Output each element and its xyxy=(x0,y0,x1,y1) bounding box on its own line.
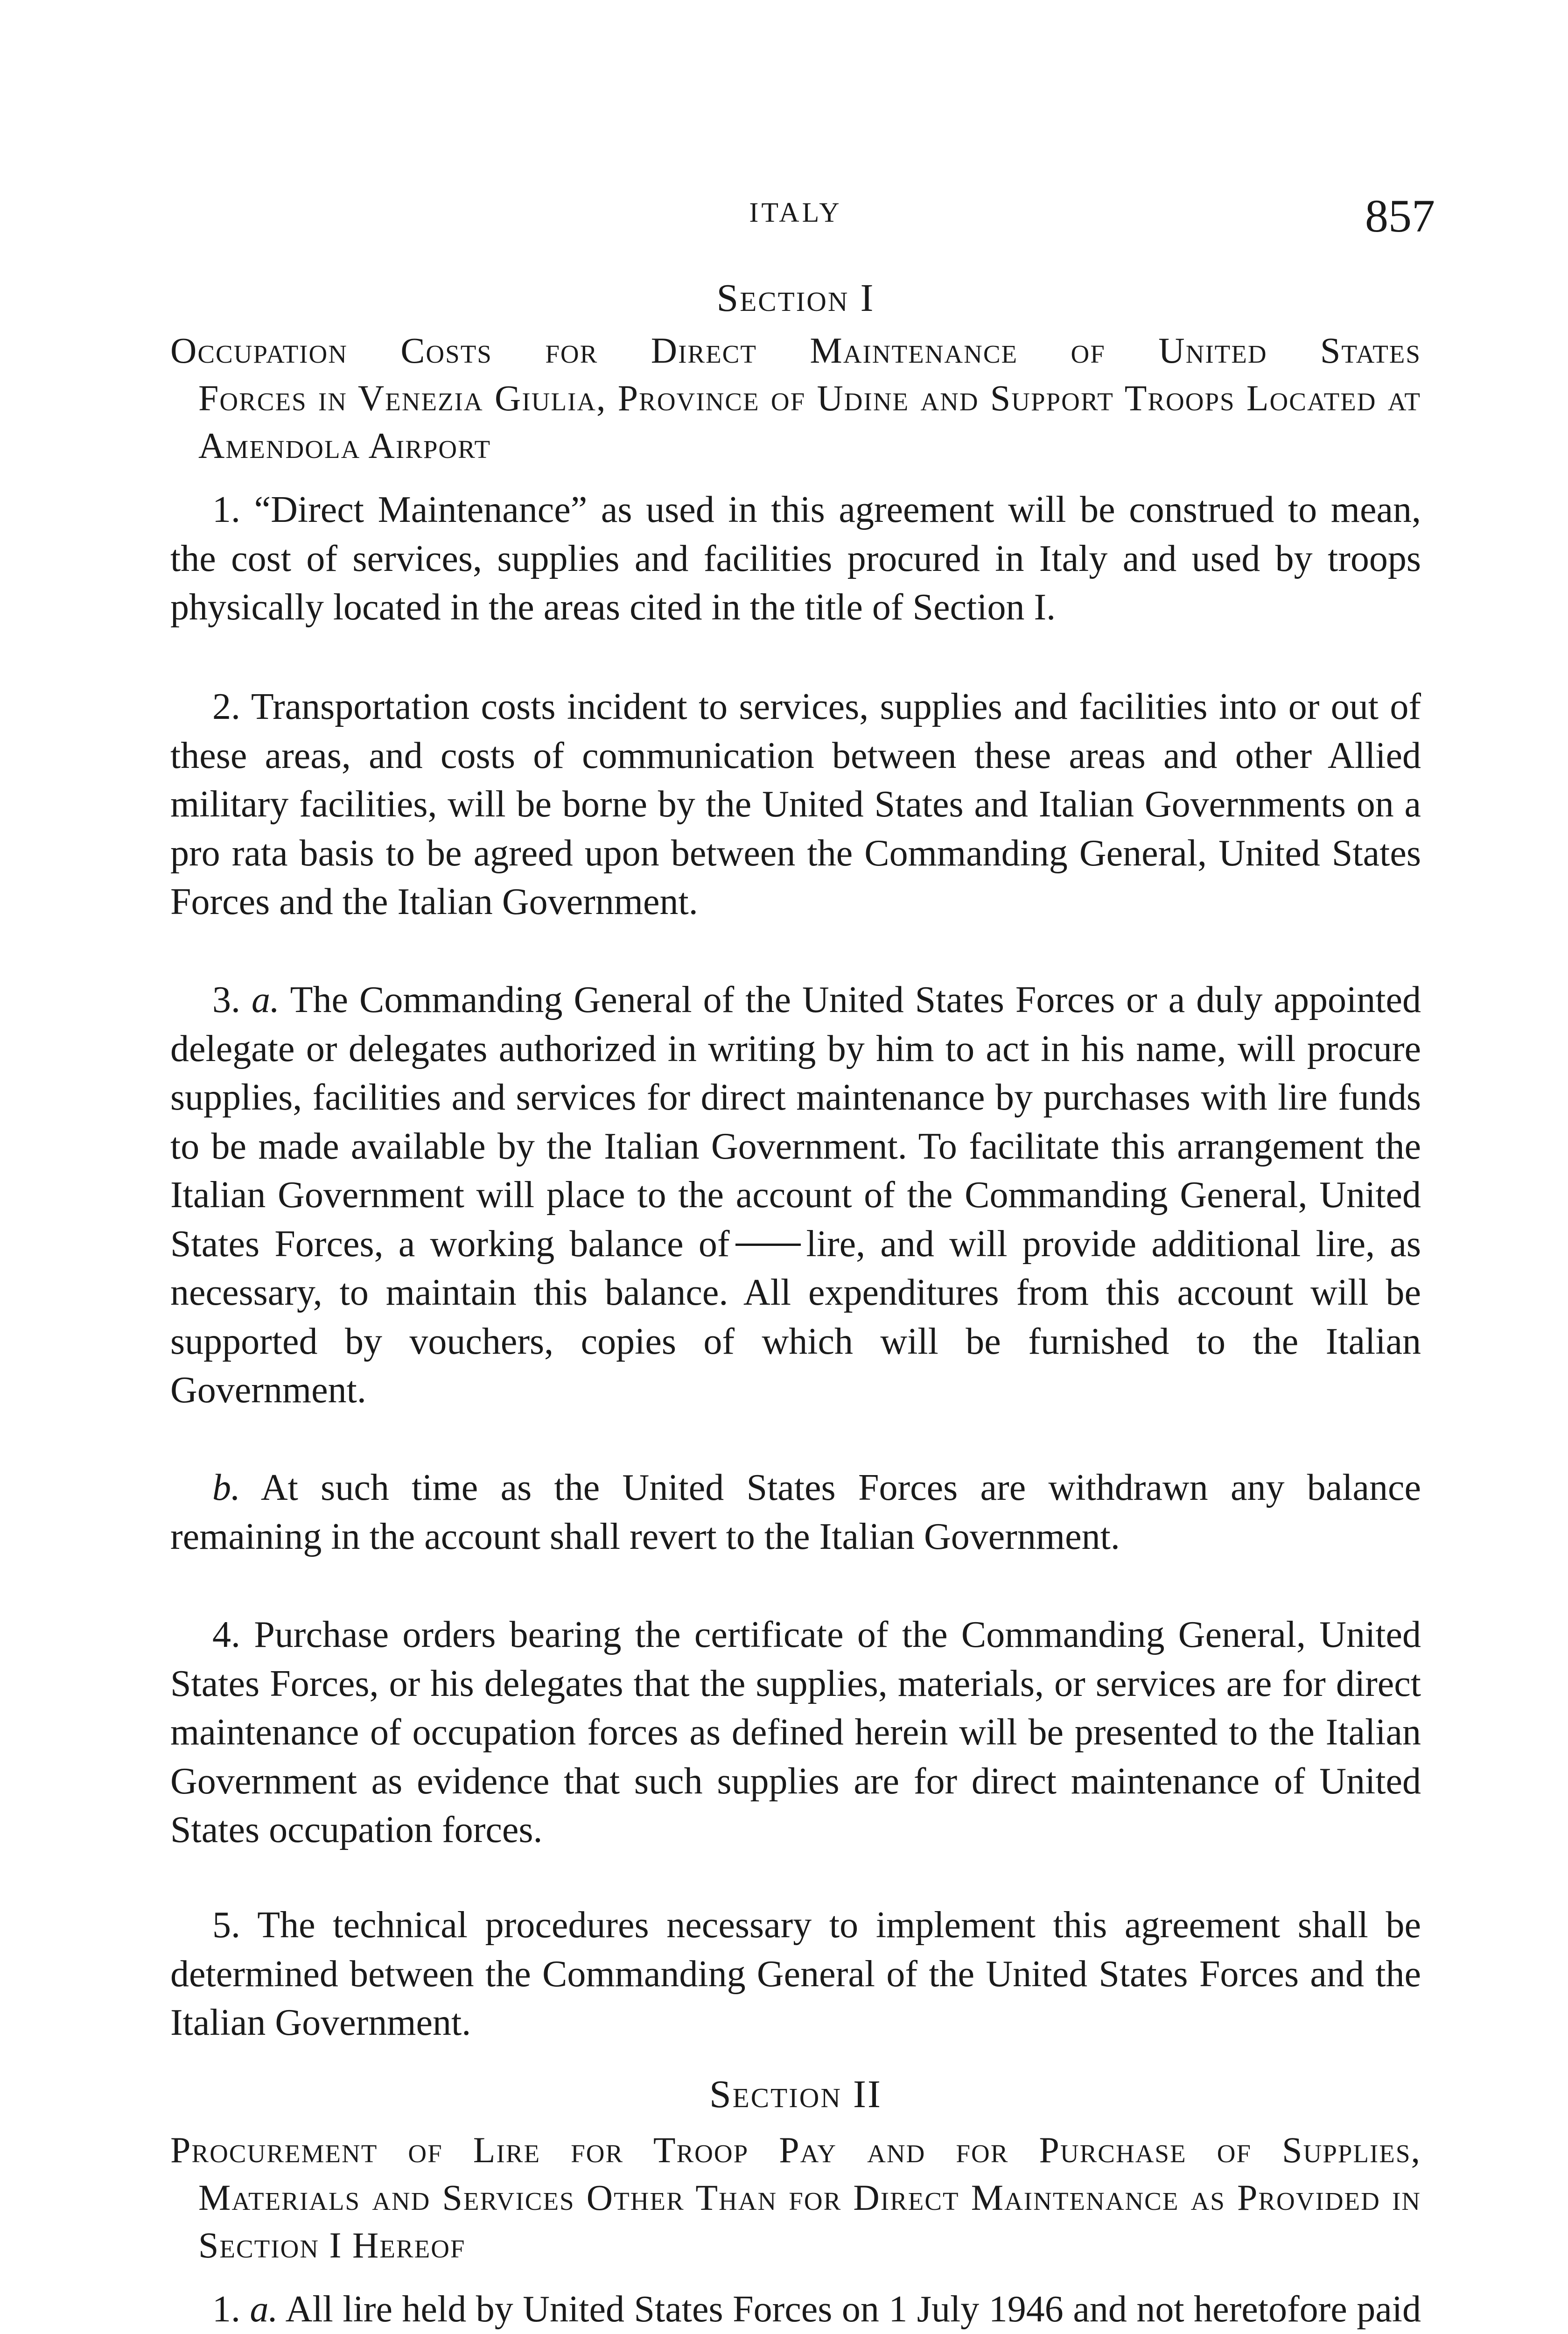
paragraph-3a-text-part2: lire, and will provide additional lire, as necessary, to maintain this balance. All expenditures from this account will be supported by vouchers, copies of which will be furnished to the Italian Government. xyxy=(170,1223,1421,1411)
section-2-title-line1: Procurement of Lire for Troop Pay and for Purchase of Supplies, xyxy=(170,2130,1421,2170)
section-2-paragraph-1a xyxy=(170,2285,1421,2334)
paragraph-3a-letter: a. xyxy=(252,979,280,1020)
section-1-title-rest: Forces in Venezia Giulia, Province of Udine and Support Troops Located at Amendola Airport xyxy=(198,378,1421,466)
page-number: 857 xyxy=(1365,190,1435,242)
paragraph-3b-letter: b. xyxy=(212,1467,240,1508)
section-2-title xyxy=(170,2126,1421,2269)
section-1-paragraph-3b xyxy=(170,1463,1421,1561)
section-1-paragraph-5: 5. The technical procedures necessary to implement this agreement shall be determined between the Commanding General of the United States Forces and the Italian Government. xyxy=(170,1905,1421,2043)
blank-amount-rule xyxy=(735,1244,801,1246)
section-2-paragraph-1-number: 1. xyxy=(212,2289,240,2330)
section-1-heading: Section I xyxy=(716,276,875,320)
running-title: ITALY xyxy=(749,197,842,228)
section-2-title-rest: Materials and Services Other Than for Direct Maintenance as Provided in Section I Hereof xyxy=(198,2177,1421,2265)
running-head xyxy=(170,189,1435,242)
paragraph-3b-text: At such time as the United States Forces are withdrawn any balance remaining in the account shall revert to the Italian Government. xyxy=(170,1467,1421,1557)
paragraph-3-number: 3. xyxy=(212,979,240,1020)
section-1-paragraph-4: 4. Purchase orders bearing the certificate of the Commanding General, United States Forces, or his delegates that the supplies, materials, or services are for direct maintenance of occupation forces as defined herein will be presented to the Italian Government as evidence that such supplies are for direct maintenance of United States occupation forces. xyxy=(170,1614,1421,1850)
section-2-heading: Section II xyxy=(709,2073,882,2116)
section-1-paragraph-2: 2. Transportation costs incident to services, supplies and facilities into or out of these areas, and costs of communication between these areas and other Allied military facilities, will be borne by the United States and Italian Governments on a pro rata basis to be agreed upon between the Commanding General, United States Forces and the Italian Government. xyxy=(170,686,1421,922)
paragraph-3a-text-part1: The Commanding General of the United States Forces or a duly appointed delegate or delegates authorized in writing by him to act in his name, will procure supplies, facilities and services for direct maintenance by purchases with lire funds to be made available by the Italian Government. To facilitate this arrangement the Italian Government will place to the account of the Commanding General, United States Forces, a working balance of xyxy=(170,979,1421,1265)
section-1-title-line1: Occupation Costs for Direct Maintenance of United States xyxy=(170,330,1421,371)
section-1-paragraph-1: 1. “Direct Maintenance” as used in this agreement will be construed to mean, the cost of services, supplies and facilities procured in Italy and used by troops physically located in the areas cited in the title of Section I. xyxy=(170,489,1421,628)
section-1-title xyxy=(170,327,1421,470)
section-1-paragraph-3a xyxy=(170,976,1421,1415)
section-2-paragraph-1a-text: All lire held by United States Forces on 1 July 1946 and not heretofore paid xyxy=(285,2289,1421,2330)
section-2-paragraph-1a-letter: a. xyxy=(250,2289,278,2330)
